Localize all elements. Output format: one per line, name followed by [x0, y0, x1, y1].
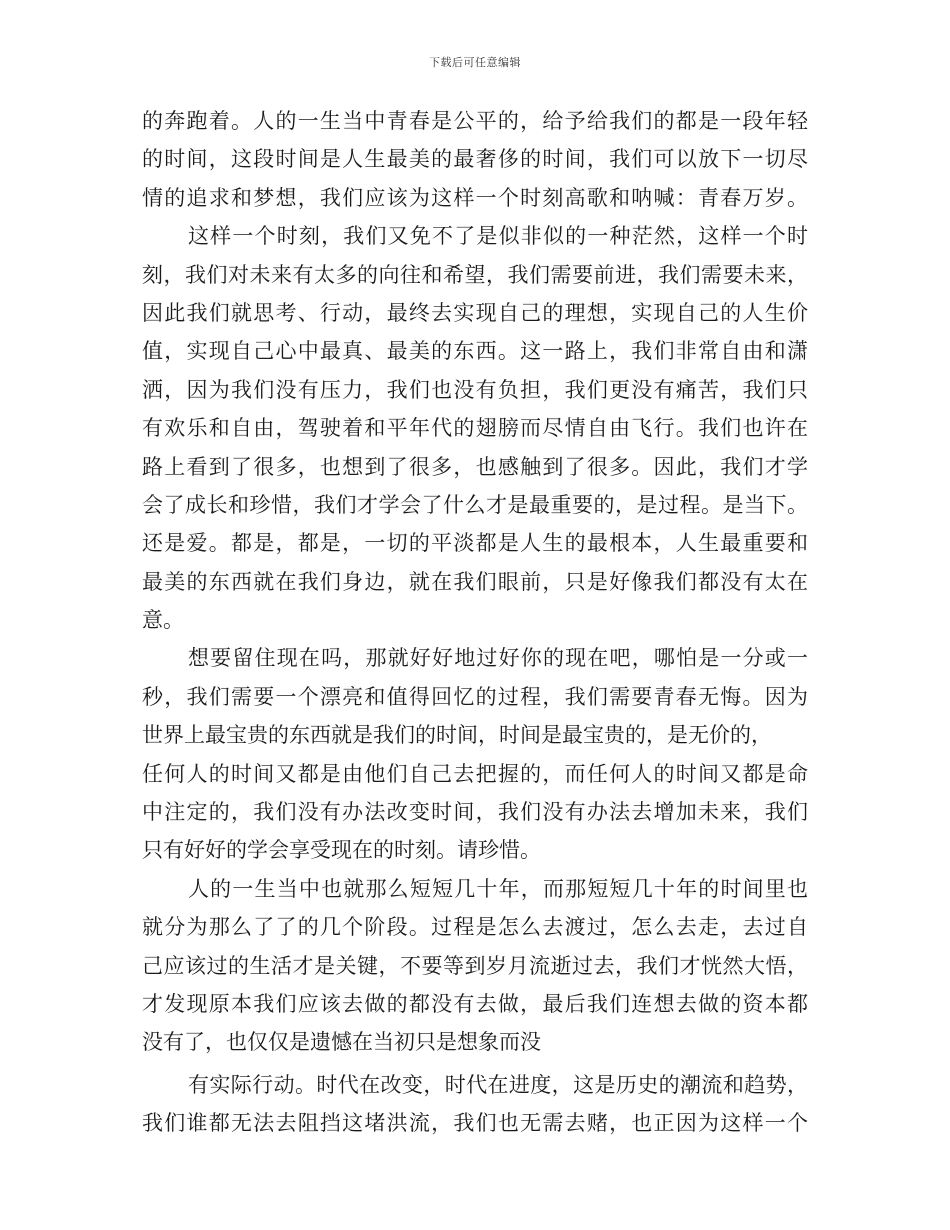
- paragraph: [142, 217, 808, 639]
- text-line: 有欢乐和自由，驾驶着和平年代的翅膀而尽情自由飞行。我们也许在: [142, 416, 808, 441]
- text-line: 我们谁都无法去阻挡这堵洪流，我们也无需去赌，也正因为这样一个: [142, 1111, 808, 1136]
- text-line: 还是爱。都是，都是，一切的平淡都是人生的最根本，人生最重要和: [142, 531, 808, 556]
- text-line: 因此我们就思考、行动，最终去实现自己的理想，实现自己的人生价: [142, 300, 808, 325]
- text-line: 想要留住现在吗，那就好好地过好你的现在吧，哪怕是一分或一: [188, 646, 808, 671]
- text-line: 的时间，这段时间是人生最美的最奢侈的时间，我们可以放下一切尽: [142, 147, 808, 172]
- text-line: 值，实现自己心中最真、最美的东西。这一路上，我们非常自由和潇: [142, 339, 808, 364]
- text-line: 的奔跑着。人的一生当中青春是公平的，给予给我们的都是一段年轻: [142, 109, 808, 133]
- text-line: 就分为那么了了的几个阶段。过程是怎么去渡过，怎么去走，去过自: [142, 915, 808, 940]
- text-line: 己应该过的生活才是关键，不要等到岁月流逝过去，我们才恍然大悟，: [142, 953, 808, 978]
- text-line: 路上看到了很多，也想到了很多，也感触到了很多。因此，我们才学: [142, 454, 808, 479]
- text-line: 任何人的时间又都是由他们自己去把握的，而任何人的时间又都是命: [142, 761, 808, 786]
- text-line: 情的追求和梦想，我们应该为这样一个时刻高歌和呐喊：青春万岁。: [142, 185, 808, 210]
- page-header: 下载后可任意编辑: [429, 56, 521, 69]
- text-line: 会了成长和珍惜，我们才学会了什么才是最重要的，是过程。是当下。: [142, 492, 808, 517]
- text-line: 人的一生当中也就那么短短几十年，而那短短几十年的时间里也: [188, 876, 808, 901]
- paragraph: [142, 870, 808, 1062]
- body-text: [142, 102, 808, 1143]
- text-line: 意。: [142, 608, 184, 633]
- text-line: 有实际行动。时代在改变，时代在进度，这是历史的潮流和趋势，: [188, 1072, 808, 1097]
- text-line: 洒，因为我们没有压力，我们也没有负担，我们更没有痛苦，我们只: [142, 377, 808, 402]
- text-line: 中注定的，我们没有办法改变时间，我们没有办法去增加未来，我们: [142, 800, 808, 825]
- paragraph: [142, 1066, 808, 1143]
- text-line: 只有好好的学会享受现在的时刻。请珍惜。: [142, 838, 541, 863]
- text-line: 秒，我们需要一个漂亮和值得回忆的过程，我们需要青春无悔。因为: [142, 684, 808, 709]
- text-line: 这样一个时刻，我们又免不了是似非似的一种茫然，这样一个时: [188, 224, 808, 249]
- paragraph: [142, 102, 808, 217]
- text-line: 最美的东西就在我们身边，就在我们眼前，只是好像我们都没有太在: [142, 569, 808, 594]
- text-line: 世界上最宝贵的东西就是我们的时间，时间是最宝贵的，是无价的，: [142, 723, 772, 748]
- text-line: 才发现原本我们应该去做的都没有去做，最后我们连想去做的资本都: [142, 991, 808, 1016]
- paragraph: [142, 639, 808, 869]
- text-line: 没有了，也仅仅是遗憾在当初只是想象而没: [142, 1030, 541, 1055]
- text-line: 刻，我们对未来有太多的向往和希望，我们需要前进，我们需要未来，: [142, 262, 808, 287]
